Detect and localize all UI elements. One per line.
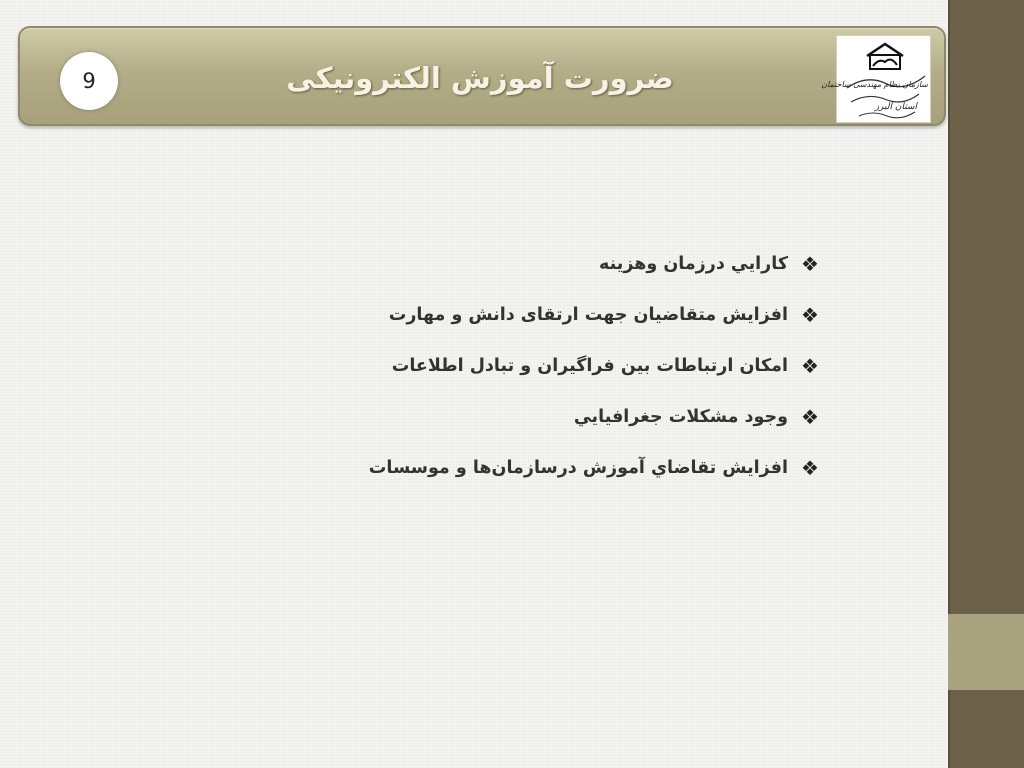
bullet-text: افزايش تقاضاي آموزش درسازمان‌ها و موسسات bbox=[368, 457, 788, 478]
bullet-text: وجود مشکلات جغرافيايي bbox=[573, 406, 788, 427]
diamond-bullet-icon: ❖ bbox=[801, 353, 819, 378]
diamond-bullet-icon: ❖ bbox=[801, 251, 819, 276]
bullet-text: کارايي درزمان وهزينه bbox=[599, 253, 788, 274]
list-item bbox=[266, 442, 826, 493]
organization-logo bbox=[821, 35, 931, 123]
logo-org-name: سازمان نظام مهندسی ساختمان bbox=[821, 80, 928, 89]
list-item bbox=[266, 289, 826, 340]
list-item bbox=[266, 391, 826, 442]
bullet-list bbox=[266, 238, 826, 493]
diamond-bullet-icon: ❖ bbox=[801, 455, 819, 480]
bullet-text: افزایش متقاضیان جهت ارتقای دانش و مهارت bbox=[388, 304, 788, 325]
side-accent-block bbox=[948, 614, 1024, 690]
bullet-text: امکان ارتباطات بین فراگیران و تبادل اطلاعات bbox=[391, 355, 788, 376]
diamond-bullet-icon: ❖ bbox=[801, 302, 819, 327]
list-item bbox=[266, 340, 826, 391]
slide-title: ضرورت آموزش الکترونیکی bbox=[286, 61, 674, 95]
slide-number: 9 bbox=[60, 52, 118, 110]
list-item bbox=[266, 238, 826, 289]
diamond-bullet-icon: ❖ bbox=[801, 404, 819, 429]
logo-province-name: استان البرز bbox=[874, 102, 917, 112]
